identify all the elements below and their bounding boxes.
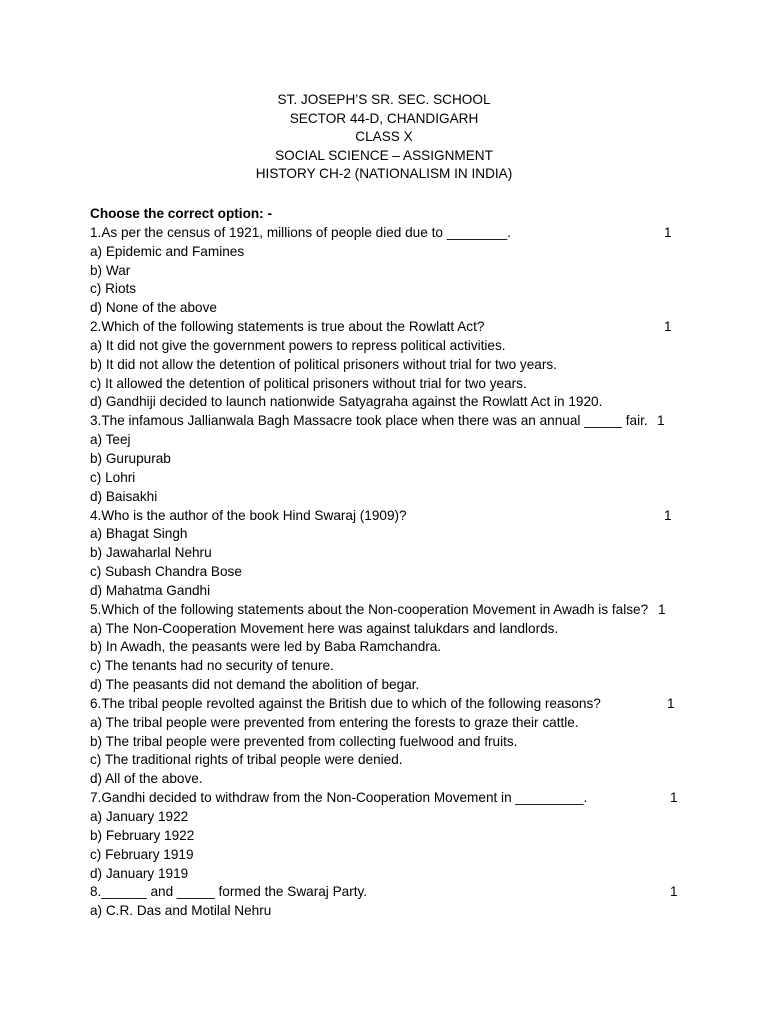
question-1: [90, 224, 690, 243]
school-address: SECTOR 44-D, CHANDIGARH: [289, 110, 479, 126]
assignment-title: SOCIAL SCIENCE – ASSIGNMENT: [275, 147, 493, 163]
question-marks: 1: [664, 507, 672, 523]
option-b: b) February 1922: [90, 827, 195, 843]
option-b: b) In Awadh, the peasants were led by Baba Ramchandra.: [90, 639, 442, 655]
option-c: c) February 1919: [90, 846, 194, 862]
option-c: c) Riots: [90, 281, 137, 297]
question-marks: 1: [664, 319, 672, 335]
question-text: 7.Gandhi decided to withdraw from the Non-Cooperation Movement in _________.: [90, 790, 588, 806]
question-text: 4.Who is the author of the book Hind Swaraj (1909)?: [90, 507, 407, 523]
document-header: [0, 91, 768, 184]
question-marks: 1: [670, 884, 678, 900]
option-b: b) Gurupurab: [90, 450, 171, 466]
option-b: b) It did not allow the detention of political prisoners without trial for two years.: [90, 356, 557, 372]
option-b: b) Jawaharlal Nehru: [90, 545, 212, 561]
option-c: c) Subash Chandra Bose: [90, 564, 242, 580]
question-8: [90, 883, 690, 902]
question-marks: 1: [658, 601, 666, 617]
option-c: c) The tenants had no security of tenure.: [90, 658, 334, 674]
option-d: d) All of the above.: [90, 771, 203, 787]
question-text: 2.Which of the following statements is true about the Rowlatt Act?: [90, 319, 485, 335]
question-6: [90, 695, 690, 714]
school-name: ST. JOSEPH’S SR. SEC. SCHOOL: [277, 92, 491, 107]
question-7: [90, 789, 690, 808]
option-a: a) Teej: [90, 432, 131, 448]
option-c: c) Lohri: [90, 469, 136, 485]
question-marks: 1: [670, 790, 678, 806]
question-list: [90, 205, 690, 921]
question-3: [90, 412, 690, 431]
option-d: d) The peasants did not demand the abolition of begar.: [90, 677, 420, 693]
question-2: [90, 318, 690, 337]
option-d: d) January 1919: [90, 865, 189, 881]
option-b: b) War: [90, 262, 131, 278]
question-marks: 1: [664, 224, 672, 240]
class-label: CLASS X: [355, 129, 413, 144]
option-a: a) Epidemic and Famines: [90, 243, 245, 259]
option-b: b) The tribal people were prevented from collecting fuelwood and fruits.: [90, 733, 518, 749]
question-text: 1.As per the census of 1921, millions of people died due to ________.: [90, 224, 511, 240]
option-c: c) It allowed the detention of political prisoners without trial for two years.: [90, 375, 527, 391]
option-d: d) Baisakhi: [90, 488, 158, 504]
option-a: a) Bhagat Singh: [90, 526, 188, 542]
option-d: d) Mahatma Gandhi: [90, 582, 211, 598]
question-marks: 1: [657, 413, 665, 429]
question-text: 5.Which of the following statements about the Non-cooperation Movement in Awadh is false?: [90, 601, 649, 617]
option-a: a) It did not give the government powers to repress political activities.: [90, 337, 506, 353]
option-a: a) C.R. Das and Motilal Nehru: [90, 903, 272, 919]
question-text: 6.The tribal people revolted against the British due to which of the following reasons?: [90, 695, 601, 711]
chapter-title: HISTORY CH-2 (NATIONALISM IN INDIA): [255, 166, 513, 181]
question-text: 8.______ and _____ formed the Swaraj Party.: [90, 884, 368, 900]
question-text: 3.The infamous Jallianwala Bagh Massacre took place when there was an annual _____ fair.: [90, 413, 648, 429]
option-a: a) The tribal people were prevented from entering the forests to graze their cattle.: [90, 714, 579, 730]
question-5: [90, 601, 690, 620]
option-a: a) The Non-Cooperation Movement here was against talukdars and landlords.: [90, 620, 559, 636]
option-d: d) Gandhiji decided to launch nationwide Satyagraha against the Rowlatt Act in 1920.: [90, 394, 603, 410]
option-c: c) The traditional rights of tribal people were denied.: [90, 752, 403, 768]
option-d: d) None of the above: [90, 300, 217, 316]
option-a: a) January 1922: [90, 809, 189, 824]
question-4: [90, 507, 690, 526]
instructions: Choose the correct option: -: [90, 206, 273, 221]
question-marks: 1: [667, 695, 675, 711]
